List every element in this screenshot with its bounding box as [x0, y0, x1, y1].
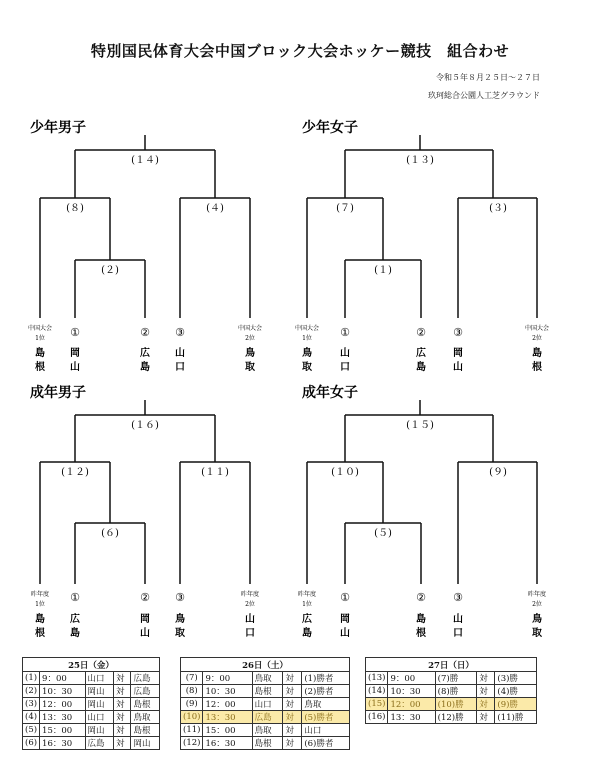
table-row [181, 672, 350, 685]
match-label: (１１) [201, 467, 229, 478]
match-no: (3) [23, 698, 40, 711]
bracket-title: 少年男子 [30, 120, 86, 136]
team-name: 広 [416, 348, 426, 359]
vs: 対 [114, 724, 131, 737]
match-time: 9：00 [40, 672, 85, 685]
table-row [23, 672, 160, 685]
vs: 対 [283, 724, 302, 737]
match-no: (16) [366, 711, 388, 724]
team-a: 鳥取 [252, 724, 283, 737]
team-name: 根 [35, 362, 45, 373]
team-a: 山口 [85, 711, 113, 724]
match-time: 13：30 [40, 711, 85, 724]
match-no: (2) [23, 685, 40, 698]
match-time: 10：30 [40, 685, 85, 698]
team-name: 島 [140, 362, 150, 373]
team-name: 山 [340, 628, 350, 639]
team-name: 取 [532, 628, 542, 639]
vs: 対 [477, 685, 495, 698]
team-name: 取 [245, 362, 255, 373]
seed-label: 1位 [35, 601, 45, 608]
slot-number: ② [416, 326, 426, 339]
match-label: (７) [336, 203, 354, 214]
seed-label: 1位 [35, 335, 45, 342]
match-label: (９) [489, 467, 507, 478]
match-no: (13) [366, 672, 388, 685]
table-row [23, 724, 160, 737]
team-name: 山 [70, 362, 80, 373]
match-label: (５) [374, 528, 392, 539]
team-name: 岡 [70, 348, 80, 359]
vs: 対 [114, 711, 131, 724]
vs: 対 [283, 685, 302, 698]
team-name: 山 [245, 614, 255, 625]
schedule-day26 [180, 657, 350, 750]
slot-number: ② [416, 591, 426, 604]
team-name: 根 [416, 628, 426, 639]
vs: 対 [114, 698, 131, 711]
match-no: (11) [181, 724, 203, 737]
team-name: 岡 [340, 614, 350, 625]
team-name: 島 [416, 614, 426, 625]
team-b: (1)勝者 [302, 672, 350, 685]
table-row-highlighted [181, 711, 350, 724]
match-label: (１３) [406, 155, 434, 166]
team-b: 岡山 [131, 737, 160, 750]
match-no: (9) [181, 698, 203, 711]
team-a: (8)勝 [435, 685, 477, 698]
event-date: 令和５年８月２５日～２７日 [436, 73, 540, 82]
match-time: 15：00 [203, 724, 252, 737]
table-row [23, 698, 160, 711]
table-row-highlighted [366, 698, 537, 711]
match-no: (15) [366, 698, 388, 711]
team-name: 山 [140, 628, 150, 639]
match-no: (10) [181, 711, 203, 724]
match-label: (１６) [131, 420, 159, 431]
match-time: 9：00 [203, 672, 252, 685]
team-b: (11)勝 [495, 711, 537, 724]
team-b: (4)勝 [495, 685, 537, 698]
team-name: 山 [453, 614, 463, 625]
seed-label: 2位 [532, 601, 542, 608]
team-name: 岡 [140, 614, 150, 625]
team-a: (12)勝 [435, 711, 477, 724]
match-no: (8) [181, 685, 203, 698]
match-time: 13：30 [203, 711, 252, 724]
seed-label: 2位 [532, 335, 542, 342]
seed-label: 2位 [245, 335, 255, 342]
event-venue: 玖珂総合公園人工芝グラウンド [428, 91, 540, 100]
team-name: 鳥 [302, 348, 312, 359]
team-a: 岡山 [85, 724, 113, 737]
slot-number: ① [340, 591, 350, 604]
match-time: 9：00 [388, 672, 435, 685]
team-b: 島根 [131, 724, 160, 737]
team-name: 広 [140, 348, 150, 359]
schedule-header: 26日（土） [181, 658, 350, 672]
match-no: (4) [23, 711, 40, 724]
match-label: (１０) [331, 467, 359, 478]
team-b: (5)勝者 [302, 711, 350, 724]
team-a: 広島 [252, 711, 283, 724]
seed-label: 1位 [302, 335, 312, 342]
table-row [181, 685, 350, 698]
bracket-women [298, 384, 546, 639]
team-b: (3)勝 [495, 672, 537, 685]
match-label: (８) [66, 203, 84, 214]
table-row [181, 737, 350, 750]
seed-label: 1位 [302, 601, 312, 608]
team-name: 取 [175, 628, 185, 639]
team-a: 山口 [252, 698, 283, 711]
schedule-header: 25日（金） [23, 658, 160, 672]
seed-label: 昨年度 [30, 591, 50, 598]
team-a: 鳥取 [252, 672, 283, 685]
team-name: 山 [340, 348, 350, 359]
match-time: 12：00 [388, 698, 435, 711]
match-time: 16：30 [203, 737, 252, 750]
slot-number: ① [70, 326, 80, 339]
schedule-day25 [22, 657, 160, 750]
bracket-girls [295, 119, 549, 373]
slot-number: ③ [453, 591, 463, 604]
table-row [366, 711, 537, 724]
vs: 対 [114, 737, 131, 750]
match-no: (1) [23, 672, 40, 685]
team-name: 口 [340, 362, 350, 373]
bracket-boys [28, 119, 262, 373]
match-label: (１２) [61, 467, 89, 478]
team-a: 島根 [252, 685, 283, 698]
team-name: 島 [35, 614, 45, 625]
team-name: 鳥 [245, 348, 255, 359]
seed-label: 昨年度 [527, 591, 547, 598]
match-no: (5) [23, 724, 40, 737]
team-name: 島 [532, 348, 542, 359]
match-label: (１) [374, 265, 392, 276]
slot-number: ① [340, 326, 350, 339]
bracket-men [30, 384, 259, 639]
seed-label: 昨年度 [240, 591, 260, 598]
team-b: 島根 [131, 698, 160, 711]
match-label: (１４) [131, 155, 159, 166]
seed-label: 中国大会 [524, 325, 550, 332]
match-time: 10：30 [388, 685, 435, 698]
match-time: 12：00 [203, 698, 252, 711]
match-no: (14) [366, 685, 388, 698]
vs: 対 [477, 711, 495, 724]
match-label: (２) [101, 265, 119, 276]
bracket-title: 成年女子 [302, 385, 358, 401]
bracket-title: 成年男子 [30, 385, 86, 401]
slot-number: ③ [175, 591, 185, 604]
team-name: 取 [302, 362, 312, 373]
team-name: 広 [70, 614, 80, 625]
slot-number: ② [140, 591, 150, 604]
team-name: 根 [532, 362, 542, 373]
table-row [181, 698, 350, 711]
table-row [366, 672, 537, 685]
match-no: (6) [23, 737, 40, 750]
match-no: (7) [181, 672, 203, 685]
team-name: 鳥 [175, 614, 185, 625]
vs: 対 [477, 698, 495, 711]
table-row [181, 724, 350, 737]
match-time: 16：30 [40, 737, 85, 750]
table-row [23, 685, 160, 698]
slot-number: ① [70, 591, 80, 604]
table-row [23, 737, 160, 750]
seed-label: 昨年度 [297, 591, 317, 598]
table-row [366, 685, 537, 698]
match-label: (１５) [406, 420, 434, 431]
team-a: 岡山 [85, 698, 113, 711]
team-a: 広島 [85, 737, 113, 750]
team-name: 山 [175, 348, 185, 359]
team-b: 鳥取 [302, 698, 350, 711]
match-time: 13：30 [388, 711, 435, 724]
team-name: 島 [35, 348, 45, 359]
team-a: 岡山 [85, 685, 113, 698]
match-time: 12：00 [40, 698, 85, 711]
team-b: 鳥取 [131, 711, 160, 724]
team-name: 山 [453, 362, 463, 373]
team-name: 鳥 [532, 614, 542, 625]
page-title: 特別国民体育大会中国ブロック大会ホッケー競技 組合わせ [90, 42, 510, 60]
match-time: 15：00 [40, 724, 85, 737]
team-a: 山口 [85, 672, 113, 685]
team-a: (10)勝 [435, 698, 477, 711]
team-name: 口 [175, 362, 185, 373]
team-b: 山口 [302, 724, 350, 737]
seed-label: 中国大会 [294, 325, 320, 332]
slot-number: ③ [175, 326, 185, 339]
team-b: 広島 [131, 672, 160, 685]
table-row [23, 711, 160, 724]
team-name: 岡 [453, 348, 463, 359]
vs: 対 [283, 737, 302, 750]
team-name: 島 [302, 628, 312, 639]
team-name: 島 [70, 628, 80, 639]
team-name: 口 [245, 628, 255, 639]
team-b: (2)勝者 [302, 685, 350, 698]
team-b: (9)勝 [495, 698, 537, 711]
vs: 対 [283, 672, 302, 685]
vs: 対 [283, 711, 302, 724]
team-name: 口 [453, 628, 463, 639]
seed-label: 2位 [245, 601, 255, 608]
team-a: (7)勝 [435, 672, 477, 685]
team-b: 広島 [131, 685, 160, 698]
slot-number: ③ [453, 326, 463, 339]
match-label: (４) [206, 203, 224, 214]
team-name: 広 [302, 614, 312, 625]
match-label: (６) [101, 528, 119, 539]
bracket-title: 少年女子 [302, 120, 358, 136]
match-no: (12) [181, 737, 203, 750]
team-name: 根 [35, 628, 45, 639]
team-b: (6)勝者 [302, 737, 350, 750]
match-label: (３) [489, 203, 507, 214]
schedule-day27 [365, 657, 537, 724]
team-name: 島 [416, 362, 426, 373]
vs: 対 [477, 672, 495, 685]
vs: 対 [114, 672, 131, 685]
seed-label: 中国大会 [237, 325, 263, 332]
schedule-header: 27日（日） [366, 658, 537, 672]
vs: 対 [114, 685, 131, 698]
team-a: 島根 [252, 737, 283, 750]
vs: 対 [283, 698, 302, 711]
slot-number: ② [140, 326, 150, 339]
seed-label: 中国大会 [27, 325, 53, 332]
match-time: 10：30 [203, 685, 252, 698]
